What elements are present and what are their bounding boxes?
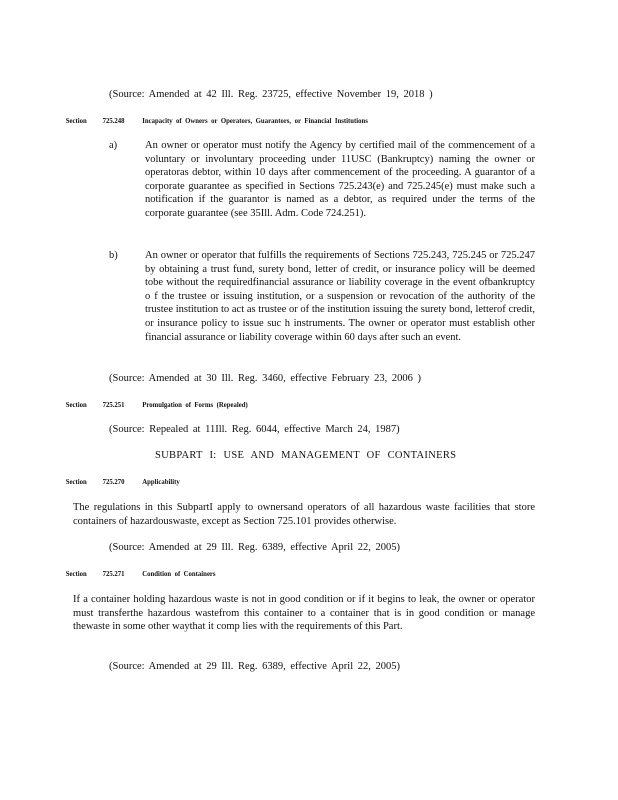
section-number: 725.270 [102, 477, 125, 486]
source-note-5: (Source: Amended at 29 Ill. Reg. 6389, effective April 22, 2005) [109, 661, 400, 672]
paragraph-725-270: The regulations in this SubpartI apply to ownersand operators of all hazardous waste facilities that store containers of hazardouswaste, except as Section 725.101 provides otherwise. [73, 502, 535, 527]
source-note-1: (Source: Amended at 42 Ill. Reg. 23725, effective November 19, 2018 ) [109, 89, 433, 100]
section-number: 725.251 [102, 400, 125, 409]
section-title: Promulgation of Forms (Repealed) [142, 400, 248, 409]
paragraph-725-271: If a container holding hazardous waste is not in good condition or if it begins to leak, the owner or operator must transferthe hazardous wastefrom this container to a container that is in good condition or manage thewaste in some other waythat it comp lies with the requirements of this Part. [73, 594, 535, 633]
section-word: Section [65, 400, 87, 409]
source-note-2: (Source: Amended at 30 Ill. Reg. 3460, effective February 23, 2006 ) [109, 373, 421, 384]
subpart-heading: SUBPART I: USE AND MANAGEMENT OF CONTAINERS [155, 450, 457, 461]
section-title: Applicability [142, 477, 180, 486]
item-label-b: b) [109, 250, 118, 261]
section-word: Section [65, 116, 87, 125]
section-word: Section [65, 477, 87, 486]
source-note-4: (Source: Amended at 29 Ill. Reg. 6389, effective April 22, 2005) [109, 542, 400, 553]
section-title: Condition of Containers [142, 569, 216, 578]
item-text-a: An owner or operator must notify the Agency by certified mail of the commencement of a voluntary or involuntary proceeding under 11USC (Bankruptcy) naming the owner or operatoras debtor, within 10 days after commencement of the proceeding. A guarantor of a corporate guarantee as specified in Sections 725.243(e) and 725.245(e) must make such a notification if the guarantor is named as a debtor, as required under the terms of the corporate guarantee (see 35Ill. Adm. Code 724.251). [145, 140, 535, 219]
section-number: 725.271 [102, 569, 125, 578]
section-title: Incapacity of Owners or Operators, Guarantors, or Financial Institutions [142, 116, 368, 125]
item-text-b: An owner or operator that fulfills the requirements of Sections 725.243, 725.245 or 725.247 by obtaining a trust fund, surety bond, letter of credit, or insurance policy will be deemed tobe without the requiredfinancial assurance or liability coverage in the event ofbankruptcy o f the trustee or issuing institution, or a suspension or revocation of the authority of the trustee institution to act as trustee or of the institution issuing the surety bond, letterof credit, or insurance policy to issue suc h instruments. The owner or operator must establish other financial assurance or liability coverage within 60 days after such an event. [145, 250, 535, 343]
section-word: Section [65, 569, 87, 578]
section-number: 725.248 [102, 116, 125, 125]
item-label-a: a) [109, 140, 118, 151]
source-note-3: (Source: Repealed at 11Ill. Reg. 6044, effective March 24, 1987) [109, 424, 400, 435]
